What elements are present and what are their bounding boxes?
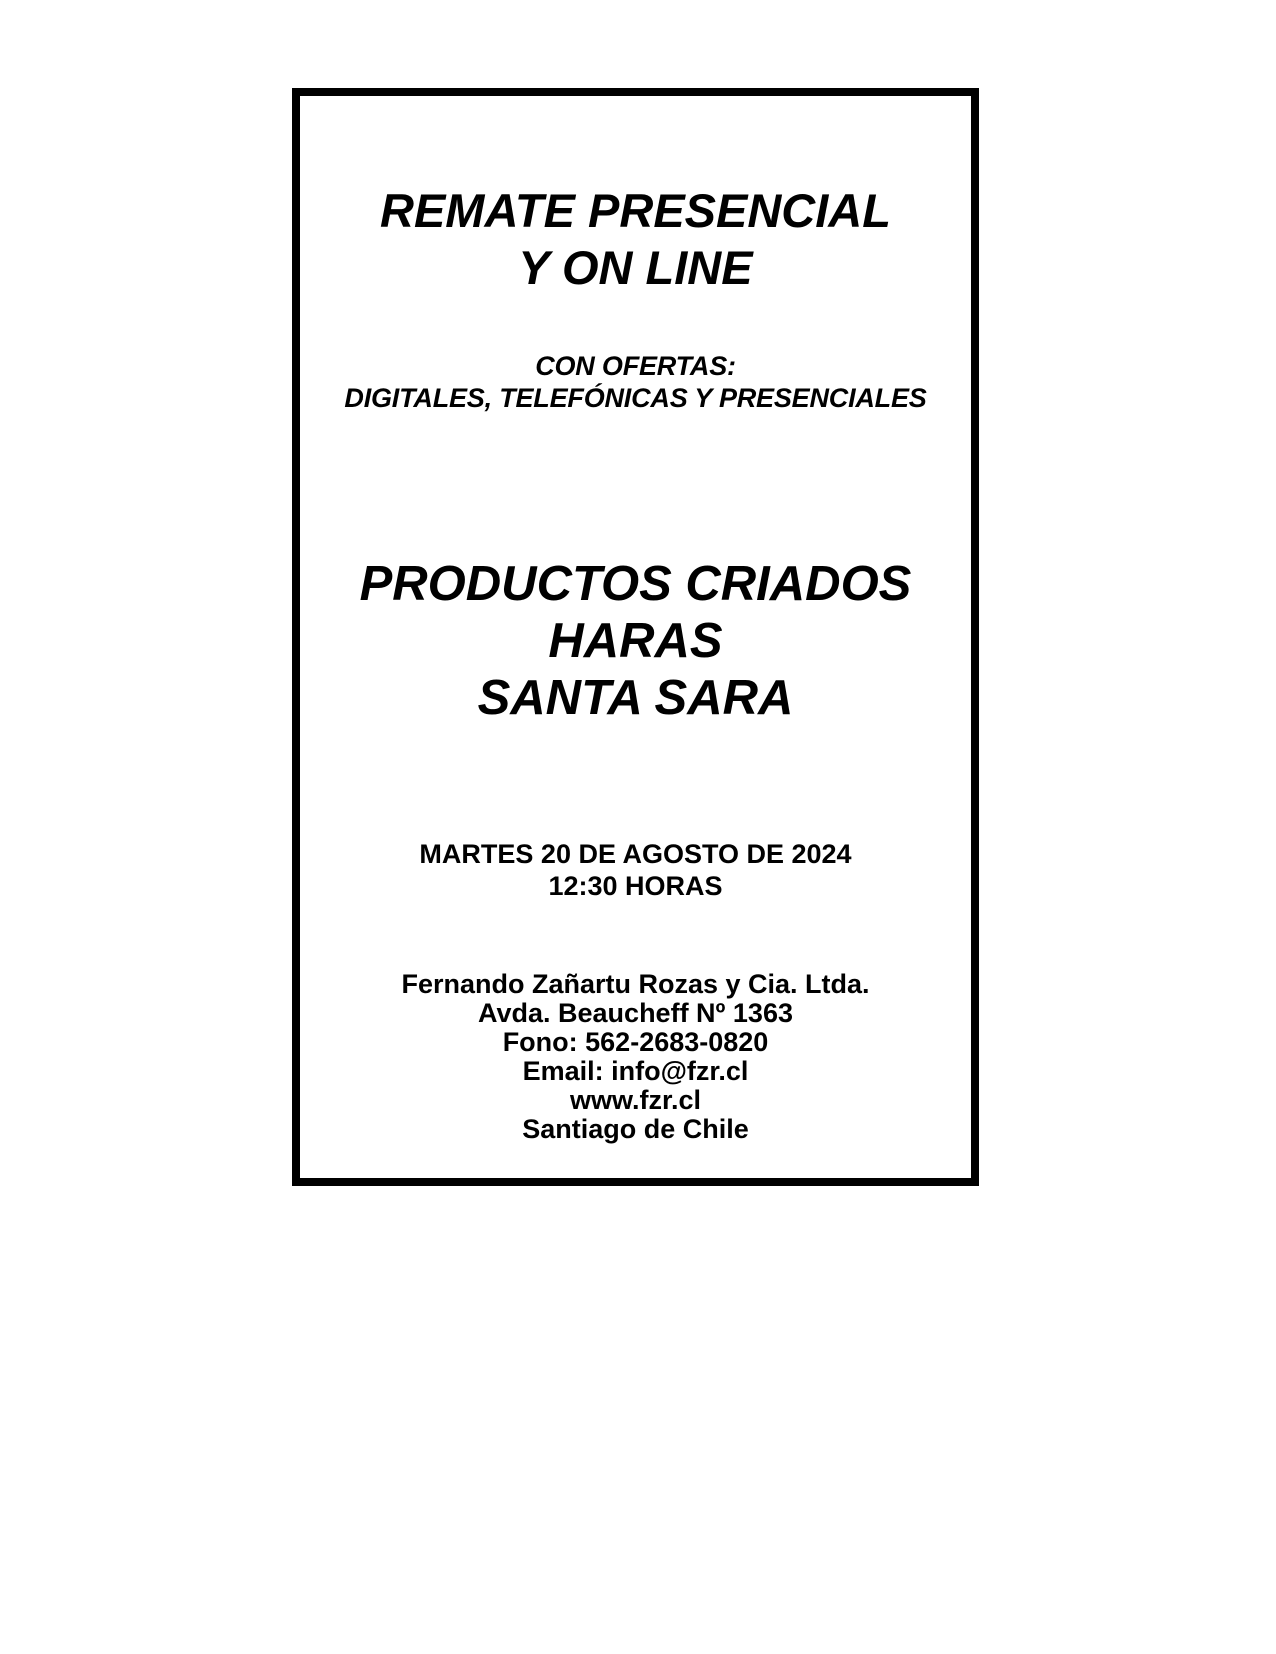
event-date: MARTES 20 DE AGOSTO DE 2024 — [419, 839, 852, 869]
cover-frame — [292, 88, 979, 1186]
product-title — [300, 556, 971, 727]
company-email: Email: info@fzr.cl — [522, 1056, 749, 1086]
product-title-line-3: SANTA SARA — [477, 671, 794, 725]
event-title-line-2: Y ON LINE — [518, 241, 753, 294]
product-title-line-2: HARAS — [548, 614, 723, 668]
product-title-line-1: PRODUCTOS CRIADOS — [359, 557, 912, 611]
event-time: 12:30 HORAS — [548, 871, 723, 901]
company-address: Avda. Beaucheff Nº 1363 — [478, 998, 793, 1028]
event-title — [300, 182, 971, 296]
schedule-section — [300, 838, 971, 902]
company-phone: Fono: 562-2683-0820 — [502, 1027, 769, 1057]
event-title-line-1: REMATE PRESENCIAL — [380, 184, 891, 237]
company-name: Fernando Zañartu Rozas y Cia. Ltda. — [401, 969, 870, 999]
company-city: Santiago de Chile — [522, 1114, 749, 1144]
offers-heading: CON OFERTAS: — [535, 351, 736, 381]
company-website: www.fzr.cl — [569, 1085, 702, 1115]
offers-section — [300, 350, 971, 414]
contact-section — [300, 970, 971, 1144]
offers-types: DIGITALES, TELEFÓNICAS Y PRESENCIALES — [344, 383, 927, 413]
